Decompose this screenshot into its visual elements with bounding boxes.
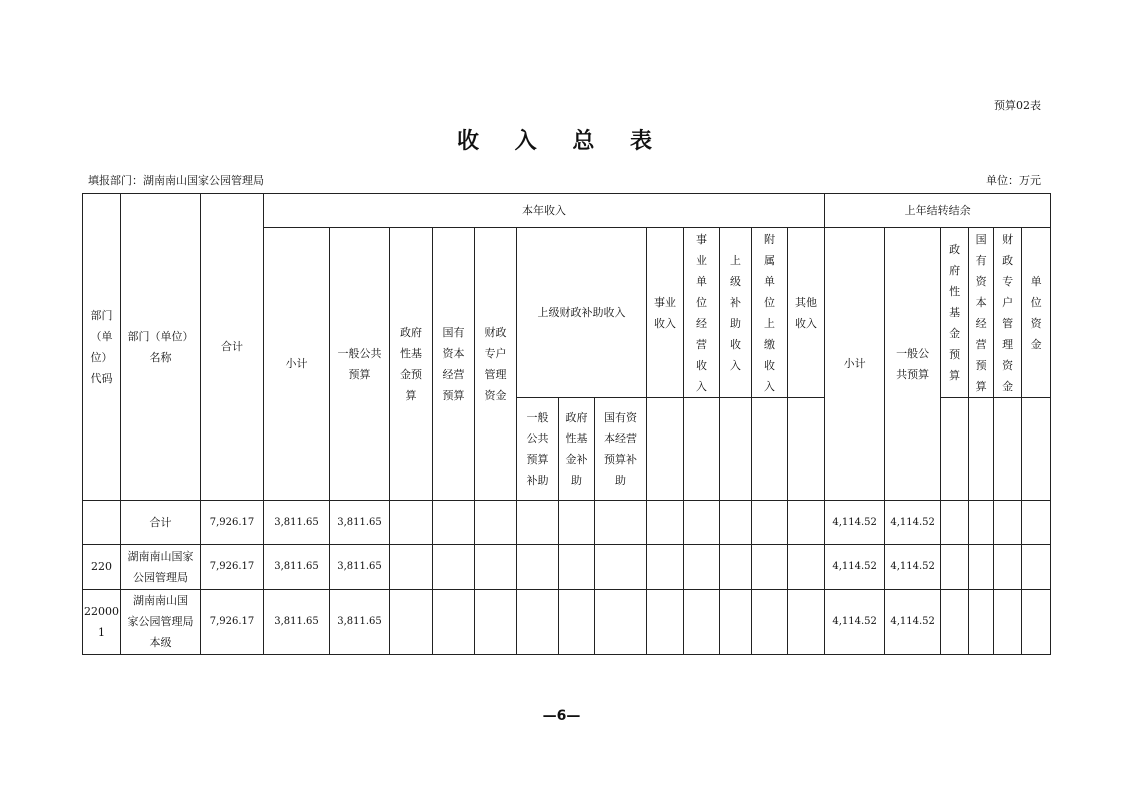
header-upper-gov-fund: 政府 性基 金补 助: [559, 398, 595, 500]
blank-cell: [752, 544, 788, 589]
header-other-income: 其他 收入: [788, 228, 825, 398]
blank-cell: [559, 500, 595, 544]
header-prev-subtotal: 小计: [825, 228, 885, 501]
row-cur-general: 3,811.65: [330, 589, 390, 654]
blank-cell: [390, 544, 433, 589]
header-prev-general: 一般公 共预算: [885, 228, 941, 501]
blank-cell: [1022, 398, 1051, 500]
blank-cell: [517, 544, 559, 589]
blank-cell: [517, 589, 559, 654]
header-prev-state-capital: 国 有 资 本 经 营 预 算: [969, 228, 994, 398]
blank-cell: [595, 544, 647, 589]
row-prev-subtotal: 4,114.52: [825, 500, 885, 544]
blank-cell: [684, 500, 720, 544]
unit-label: 单位：万元: [986, 174, 1041, 187]
table-row: [83, 500, 1051, 544]
header-affiliated: 附 属 单 位 上 缴 收 入: [752, 228, 788, 398]
form-number: 预算02表: [994, 99, 1041, 112]
blank-cell: [559, 544, 595, 589]
page-number: —6—: [542, 708, 581, 724]
header-prev-gov-fund: 政 府 性 基 金 预 算: [941, 228, 969, 398]
blank-cell: [788, 398, 825, 500]
row-code: 22000 1: [83, 589, 121, 654]
blank-cell: [647, 589, 684, 654]
blank-cell: [969, 500, 994, 544]
blank-cell: [1022, 589, 1051, 654]
header-prev-year: 上年结转结余: [825, 194, 1051, 228]
blank-cell: [433, 500, 475, 544]
blank-cell: [475, 589, 517, 654]
blank-cell: [684, 398, 720, 500]
blank-cell: [969, 544, 994, 589]
header-upper-general: 一般 公共 预算 补助: [517, 398, 559, 500]
header-business-income: 事业 收入: [647, 228, 684, 398]
header-cur-general: 一般公共 预算: [330, 228, 390, 501]
row-prev-subtotal: 4,114.52: [825, 544, 885, 589]
blank-cell: [559, 589, 595, 654]
header-current-year: 本年收入: [264, 194, 825, 228]
row-total: 7,926.17: [201, 544, 264, 589]
row-name: 湖南南山国 家公园管理局 本级: [121, 589, 201, 654]
header-upper-grant: 上 级 补 助 收 入: [720, 228, 752, 398]
blank-cell: [475, 500, 517, 544]
page-title: 收 入 总 表: [457, 128, 666, 154]
blank-cell: [752, 398, 788, 500]
header-code: 部门 （单 位） 代码: [83, 194, 121, 501]
row-cur-subtotal: 3,811.65: [264, 589, 330, 654]
blank-cell: [994, 500, 1022, 544]
table-row: [83, 589, 1051, 654]
row-cur-general: 3,811.65: [330, 544, 390, 589]
blank-cell: [720, 398, 752, 500]
blank-cell: [1022, 500, 1051, 544]
blank-cell: [788, 589, 825, 654]
blank-cell: [994, 398, 1022, 500]
blank-cell: [517, 500, 559, 544]
blank-cell: [941, 589, 969, 654]
row-prev-general: 4,114.52: [885, 500, 941, 544]
blank-cell: [1022, 544, 1051, 589]
header-upper-subsidy: 上级财政补助收入: [517, 228, 647, 398]
row-code: 220: [83, 544, 121, 589]
row-cur-subtotal: 3,811.65: [264, 544, 330, 589]
header-unit-funds: 单 位 资 金: [1022, 228, 1051, 398]
row-prev-general: 4,114.52: [885, 589, 941, 654]
row-cur-general: 3,811.65: [330, 500, 390, 544]
blank-cell: [788, 544, 825, 589]
blank-cell: [595, 589, 647, 654]
blank-cell: [390, 589, 433, 654]
blank-cell: [994, 544, 1022, 589]
blank-cell: [390, 500, 433, 544]
blank-cell: [941, 398, 969, 500]
blank-cell: [684, 589, 720, 654]
blank-cell: [433, 589, 475, 654]
row-name: 湖南南山国家 公园管理局: [121, 544, 201, 589]
blank-cell: [752, 500, 788, 544]
row-cur-subtotal: 3,811.65: [264, 500, 330, 544]
reporting-department: 填报部门：湖南南山国家公园管理局: [88, 174, 264, 187]
blank-cell: [720, 500, 752, 544]
blank-cell: [788, 500, 825, 544]
table-body: [83, 500, 1051, 654]
blank-cell: [752, 589, 788, 654]
header-cur-special: 财政 专户 管理 资金: [475, 228, 517, 501]
blank-cell: [647, 398, 684, 500]
blank-cell: [684, 544, 720, 589]
header-upper-state-capital: 国有资 本经营 预算补 助: [595, 398, 647, 500]
row-prev-general: 4,114.52: [885, 544, 941, 589]
blank-cell: [969, 589, 994, 654]
header-prev-special: 财 政 专 户 管 理 资 金: [994, 228, 1022, 398]
header-cur-gov-fund: 政府 性基 金预 算: [390, 228, 433, 501]
blank-cell: [720, 589, 752, 654]
row-total: 7,926.17: [201, 589, 264, 654]
header-cur-subtotal: 小计: [264, 228, 330, 501]
row-total: 7,926.17: [201, 500, 264, 544]
blank-cell: [647, 544, 684, 589]
table-row: [83, 544, 1051, 589]
header-total: 合计: [201, 194, 264, 501]
blank-cell: [941, 500, 969, 544]
row-prev-subtotal: 4,114.52: [825, 589, 885, 654]
header-name: 部门（单位） 名称: [121, 194, 201, 501]
blank-cell: [595, 500, 647, 544]
blank-cell: [994, 589, 1022, 654]
row-code: [83, 500, 121, 544]
blank-cell: [720, 544, 752, 589]
blank-cell: [969, 398, 994, 500]
income-summary-table: [82, 193, 1051, 655]
blank-cell: [647, 500, 684, 544]
blank-cell: [475, 544, 517, 589]
row-name: 合计: [121, 500, 201, 544]
blank-cell: [941, 544, 969, 589]
blank-cell: [433, 544, 475, 589]
header-operating-income: 事 业 单 位 经 营 收 入: [684, 228, 720, 398]
header-cur-state-capital: 国有 资本 经营 预算: [433, 228, 475, 501]
